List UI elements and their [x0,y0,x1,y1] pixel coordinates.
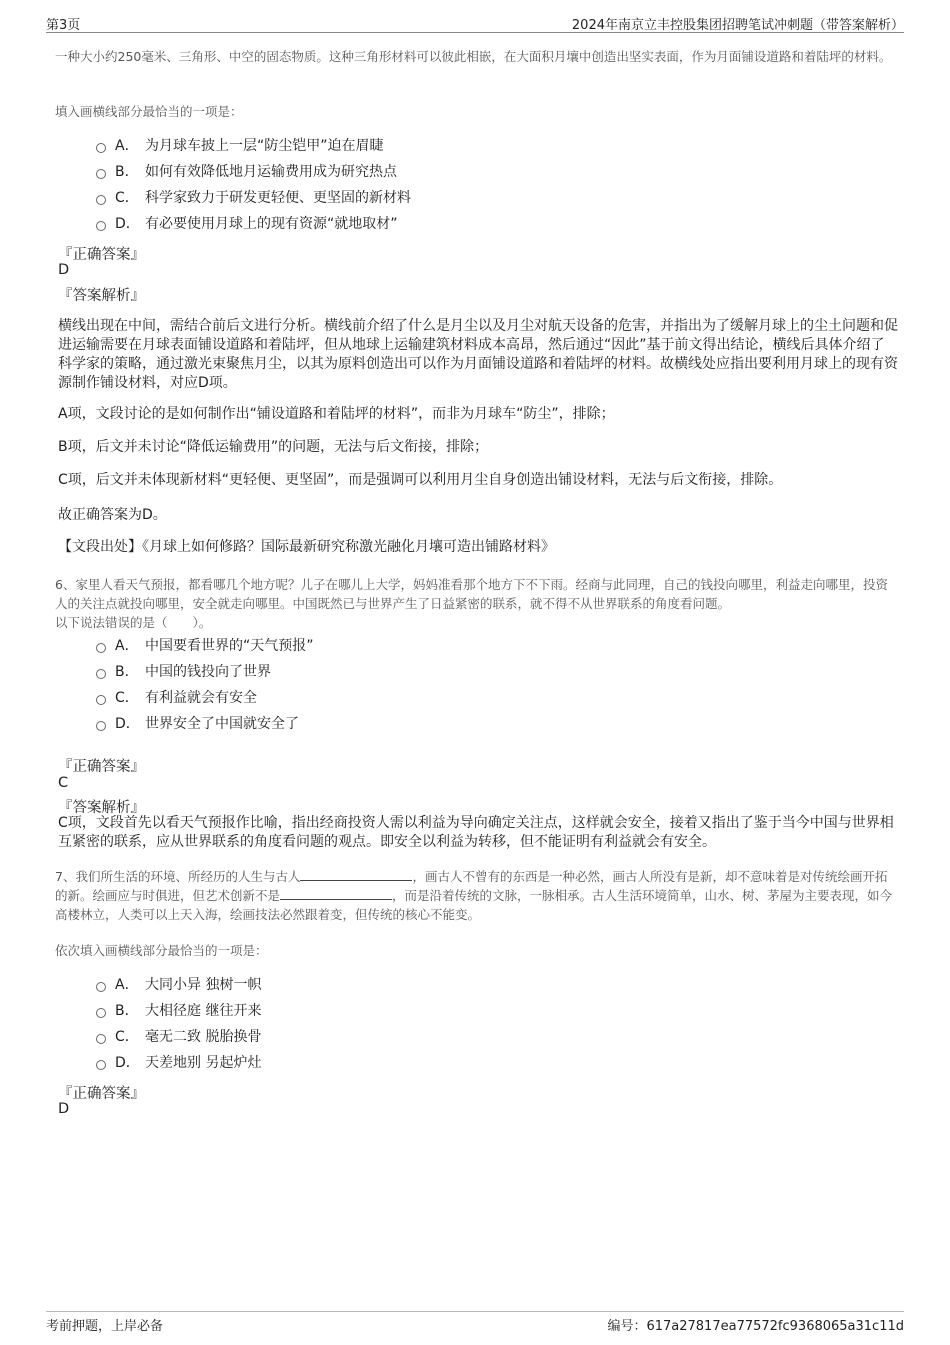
q5-option-b[interactable]: B． 如何有效降低地月运输费用成为研究热点 [96,162,397,182]
page-number: 第3页 [46,18,81,33]
radio-icon[interactable] [96,721,106,731]
footer-slogan: 考前押题，上岸必备 [46,1319,164,1334]
q7-passage: 7、我们所生活的环境、所经历的人生与古人 ，画古人不曾有的东西是一种必然，画古人所没有是新，却不意味着是对传统绘画开拓的新。绘画应与时俱进，但艺术创新不是 ，而是沿着传统的文脉，一脉相承。古人生活环境简单，山水、树、茅屋为主要表现，如今高楼林立，人类可以上天入海，绘画技法必然跟着变，但传统的核心不能变。 [55,869,893,922]
q6-option-a[interactable]: A． 中国要看世界的“天气预报” [96,636,314,656]
q5-analysis-c: C项，后文并未体现新材料“更轻便、更坚固”，而是强调可以利用月尘自身创造出铺设材料，无法与后文衔接，排除。 [58,472,783,488]
radio-icon[interactable] [96,1034,106,1044]
q7-prompt: 依次填入画横线部分最恰当的一项是： [55,943,268,958]
radio-icon[interactable] [96,669,106,679]
q7-answer: D [58,1101,70,1117]
radio-icon[interactable] [96,221,106,231]
document-id: 编号：617a27817ea77572fc9368065a31c11d [607,1319,904,1334]
q5-prompt: 填入画横线部分最恰当的一项是： [55,104,243,119]
q6-analysis-label: 『答案解析』 [58,800,145,816]
q5-analysis-b: B项，后文并未讨论“降低运输费用”的问题，无法与后文衔接，排除； [58,439,489,455]
q5-answer: D [58,262,70,278]
page-footer [46,1311,904,1334]
radio-icon[interactable] [96,195,106,205]
fill-blank-1 [300,868,412,881]
q6-prompt: 以下说法错误的是（ ）。 [55,615,212,630]
q5-source: 【文段出处】《月球上如何修路？国际最新研究称激光融化月壤可造出铺路材料》 [58,539,555,555]
radio-icon[interactable] [96,982,106,992]
radio-icon[interactable] [96,169,106,179]
q6-analysis: C项，文段首先以看天气预报作比喻，指出经商投资人需以利益为导向确定关注点，这样就会安全，接着又指出了鉴于当今中国与世界相互紧密的联系，应从世界联系的角度看问题的观点。即安全以利益为转移，但不能证明有利益就会有安全。 [58,815,894,850]
radio-icon[interactable] [96,1008,106,1018]
q6-option-c[interactable]: C． 有利益就会有安全 [96,688,257,708]
q6-answer-label: 『正确答案』 [58,759,145,775]
radio-icon[interactable] [96,1060,106,1070]
q5-analysis-label: 『答案解析』 [58,288,145,304]
q5-option-c[interactable]: C． 科学家致力于研发更轻便、更坚固的新材料 [96,188,411,208]
q5-analysis-a: A项，文段讨论的是如何制作出“铺设道路和着陆坪的材料”，而非为月球车“防尘”，排除； [58,406,615,422]
radio-icon[interactable] [96,143,106,153]
q5-option-d[interactable]: D． 有必要使用月球上的现有资源“就地取材” [96,214,398,234]
q5-conclusion: 故正确答案为D。 [58,507,167,523]
q5-answer-label: 『正确答案』 [58,247,145,263]
q5-passage: 一种大小约250毫米、三角形、中空的固态物质。这种三角形材料可以彼此相嵌，在大面积月壤中创造出坚实表面，作为月面铺设道路和着陆坪的材料。 [55,49,892,64]
q6-passage: 6、家里人看天气预报，都看哪几个地方呢？儿子在哪儿上大学，妈妈准看那个地方下不下雨。经商与此同理，自己的钱投向哪里，利益走向哪里，投资人的关注点就投向哪里，安全就走向哪里。中国既然已与世界产生了日益紧密的联系，就不得不从世界联系的角度看问题。 [55,577,888,611]
q6-option-b[interactable]: B． 中国的钱投向了世界 [96,662,271,682]
radio-icon[interactable] [96,643,106,653]
radio-icon[interactable] [96,695,106,705]
q5-option-a[interactable]: A． 为月球车披上一层“防尘铠甲”迫在眉睫 [96,136,384,156]
page-header [46,14,904,33]
fill-blank-2 [280,887,392,900]
q7-option-a[interactable]: A． 大同小异 独树一帜 [96,975,261,995]
q6-answer: C [58,775,69,791]
document-title: 2024年南京立丰控股集团招聘笔试冲刺题（带答案解析） [571,18,904,33]
q7-option-c[interactable]: C． 毫无二致 脱胎换骨 [96,1027,261,1047]
q7-answer-label: 『正确答案』 [58,1086,145,1102]
q5-analysis-main: 横线出现在中间，需结合前后文进行分析。横线前介绍了什么是月尘以及月尘对航天设备的危害，并指出为了缓解月球上的尘土问题和促进运输需要在月球表面铺设道路和着陆坪，但从地球上运输建筑材料成本高昂，然后通过“因此”基于前文得出结论，横线后具体介绍了科学家的策略，通过激光束聚焦月尘，以其为原料创造出可以作为月面铺设道路和着陆坪的材料。故横线处应指出要利用月球上的现有资源制作铺设材料，对应D项。 [58,318,898,391]
q7-option-d[interactable]: D． 天差地别 另起炉灶 [96,1053,261,1073]
q6-option-d[interactable]: D． 世界安全了中国就安全了 [96,714,299,734]
q7-option-b[interactable]: B． 大相径庭 继往开来 [96,1001,261,1021]
